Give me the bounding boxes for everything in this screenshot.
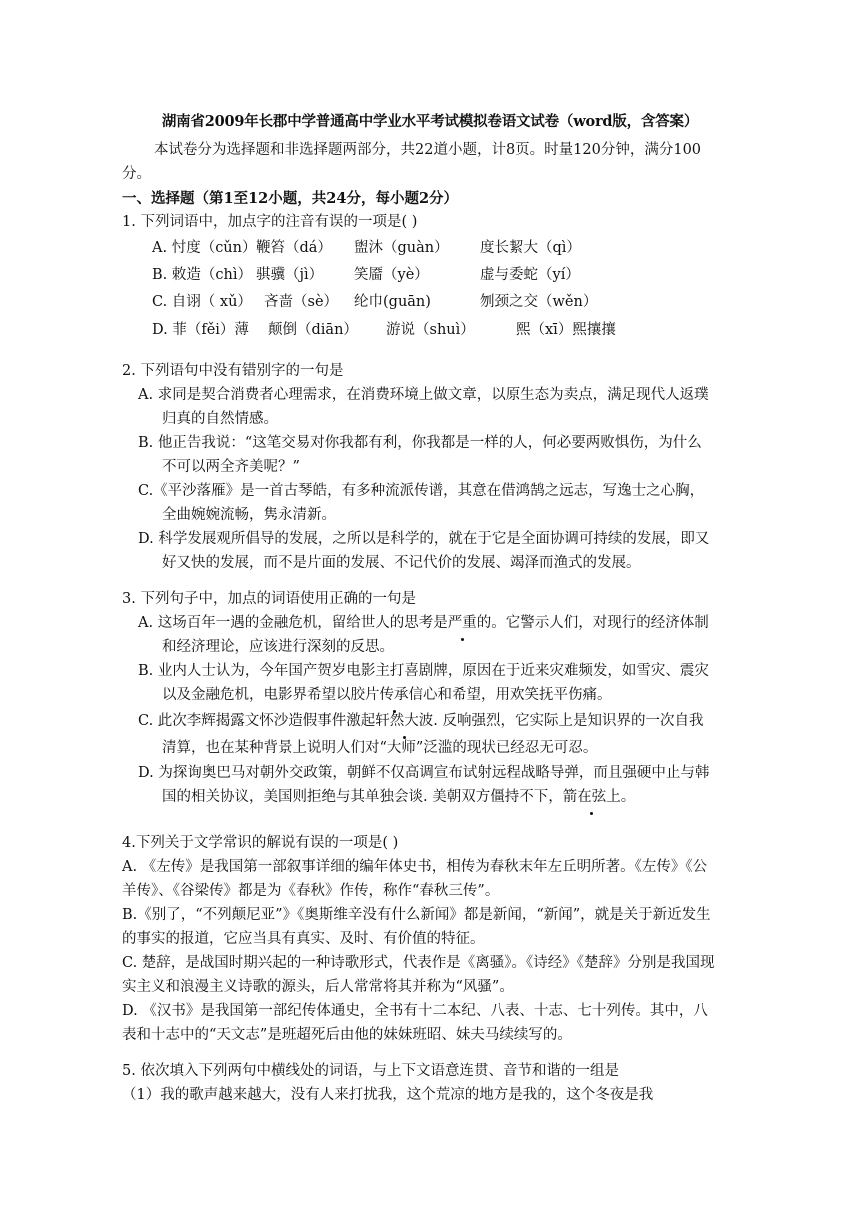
intro-line-1: 本试卷分为选择题和非选择题两部分，共22道小题，计8页。时量120分钟，满分100 xyxy=(154,142,702,158)
q3-d-text1: 国的相关协议，美国则拒绝与其单独会谈. 美朝双方僵持不下， xyxy=(162,789,563,805)
q5-stem: 5. 依次填入下列两句中横线处的词语，与上下文语意连贯、音节和谐的一组是 xyxy=(122,1063,619,1079)
section-heading: 一、选择题（第1至12小题，共24分，每小题2分） xyxy=(122,190,459,207)
q1-c-2: 吝啬（sè） xyxy=(264,294,339,310)
q3-option-d-line2 xyxy=(162,785,635,810)
q1-a-1: A. 忖度（cǔn） xyxy=(152,240,257,256)
q3-a-dotted-word: 严重 xyxy=(448,611,477,636)
q1-c-3: 纶巾(guān) xyxy=(354,294,431,310)
q1-c-1: C. 自诩（ xǔ） xyxy=(152,294,252,310)
q4-option-a-line1: A. 《左传》是我国第一部叙事详细的编年体史书，相传为春秋末年左丘明所著。《左传》《公 xyxy=(122,859,708,875)
q2-option-c-line1: C.《平沙落雁》是一首古琴皓，有多种流派传谱，其意在借鸿鹄之远志，写逸士之心胸， xyxy=(138,483,705,499)
q1-d-2: 颠倒（diān） xyxy=(268,322,358,338)
q2-stem: 2. 下列语句中没有错别字的一句是 xyxy=(122,363,344,379)
intro-line-2: 分。 xyxy=(122,166,151,182)
q2-option-d-line2: 好又快的发展，而不是片面的发展、不记代价的发展、竭泽而渔式的发展。 xyxy=(162,555,641,571)
q1-c-4: 刎颈之交（wěn） xyxy=(480,294,598,310)
q2-option-a-line2: 归真的自然情感。 xyxy=(162,411,278,427)
q2-option-b-line2: 不可以两全齐美呢？” xyxy=(162,459,300,475)
q4-option-b-line1: B.《别了，“不列颠尼亚”》《奥斯维辛没有什么新闻》都是新闻，“新闻”，就是关于新近发生 xyxy=(122,907,711,923)
q3-option-a-line1 xyxy=(138,611,709,636)
q1-b-4: 虚与委蛇（yí） xyxy=(480,267,580,283)
q4-stem: 4.下列关于文学常识的解说有误的一项是( ) xyxy=(122,835,399,851)
q1-a-4: 度长絜大（qì） xyxy=(480,240,581,256)
q5-sentence-1: （1）我的歌声越来越大，没有人来打扰我，这个荒凉的地方是我的，这个冬夜是我 xyxy=(122,1087,654,1103)
q1-b-1: B. 敕造（chì） xyxy=(152,267,252,283)
q4-option-c-line2: 实主义和浪漫主义诗歌的源头，后人常常将其并称为“风骚”。 xyxy=(122,979,514,995)
q2-option-c-line2: 全曲婉婉流畅，隽永清新。 xyxy=(162,507,336,523)
q3-a-text1: A. 这场百年一遇的金融危机，留给世人的思考是 xyxy=(138,615,448,631)
q3-c-text2: . 反响强烈，它实际上是知识界的一次自我 xyxy=(433,713,704,729)
q3-option-c-line1 xyxy=(138,709,704,734)
q1-d-3: 游说（shuì） xyxy=(386,322,475,338)
q1-option-b xyxy=(152,263,580,288)
q1-b-2: 骐骥（jì） xyxy=(256,267,324,283)
q1-b-3: 笑靥（yè） xyxy=(354,267,429,283)
q3-a-text2: 的。它警示人们，对现行的经济体制 xyxy=(476,615,709,631)
q3-option-d-line1: D. 为探询奥巴马对朝外交政策，朝鲜不仅高调宣布试射远程战略导弹，而且强硬中止与韩 xyxy=(138,765,710,781)
q3-option-a-line2: 和经济理论，应该进行深刻的反思。 xyxy=(162,639,394,655)
q2-option-b-line1: B. 他正告我说：“这笔交易对你我都有利，你我都是一样的人，何必要两败惧伤，为什么 xyxy=(138,435,702,451)
q3-c-dotted-word: 轩然大波 xyxy=(375,709,433,734)
q3-option-c-line2: 清算，也在某种背景上说明人们对“大师”泛滥的现状已经忍无可忍。 xyxy=(162,740,598,756)
q1-option-a xyxy=(152,236,581,261)
q1-option-d xyxy=(152,318,616,343)
q1-option-c xyxy=(152,290,597,315)
q1-a-3: 盥沐（guàn） xyxy=(354,240,449,256)
q1-a-2: 鞭笞（dá） xyxy=(256,240,332,256)
q3-c-text1: C. 此次李辉揭露文怀沙造假事件激起 xyxy=(138,713,376,729)
q1-d-4: 熙（xī）熙攘攘 xyxy=(516,322,616,338)
q3-option-b-line1: B. 业内人士认为，今年国产贺岁电影主打喜剧牌，原因在于近来灾难频发，如雪灾、震灾 xyxy=(138,663,709,679)
q3-option-b-line2 xyxy=(162,683,612,708)
q3-d-dotted-word: 箭在弦上 xyxy=(563,785,621,810)
q4-option-d-line1: D. 《汉书》是我国第一部纪传体通史，全书有十二本纪、八表、十志、七十列传。其中，八 xyxy=(122,1003,708,1019)
q3-b-text2: 信心和希望，用欢笑抚平伤痛。 xyxy=(408,687,612,703)
q1-d-1: D. 菲（fěi）薄 xyxy=(152,322,249,338)
q4-option-d-line2: 表和十志中的“天文志”是班超死后由他的妹妹班昭、妹夫马续续写的。 xyxy=(122,1027,572,1043)
q3-stem: 3. 下列句子中，加点的词语使用正确的一句是 xyxy=(122,591,416,607)
q2-option-a-line1: A. 求同是契合消费者心理需求，在消费环境上做文章，以原生态为卖点，满足现代人返璞 xyxy=(138,387,709,403)
q4-option-b-line2: 的事实的报道，它应当具有真实、及时、有价值的特征。 xyxy=(122,931,485,947)
q3-b-text1: 以及金融危机，电影界希望以胶片 xyxy=(162,687,380,703)
q2-option-d-line1: D. 科学发展观所倡导的发展，之所以是科学的，就在于它是全面协调可持续的发展，即又 xyxy=(138,531,710,547)
document-title: 湖南省2009年长郡中学普通高中学业水平考试模拟卷语文试卷（word版，含答案） xyxy=(161,113,699,130)
q3-d-text2: 。 xyxy=(620,789,636,805)
q3-b-dotted-word: 传承 xyxy=(380,683,409,708)
q1-stem: 1. 下列词语中，加点字的注音有误的一项是( ) xyxy=(122,214,418,230)
q4-option-a-line2: 羊传》、《谷梁传》都是为《春秋》作传，称作“春秋三传”。 xyxy=(122,883,500,899)
q4-option-c-line1: C. 楚辞，是战国时期兴起的一种诗歌形式，代表作是《离骚》。《诗经》《楚辞》分别是我国现 xyxy=(122,955,715,971)
